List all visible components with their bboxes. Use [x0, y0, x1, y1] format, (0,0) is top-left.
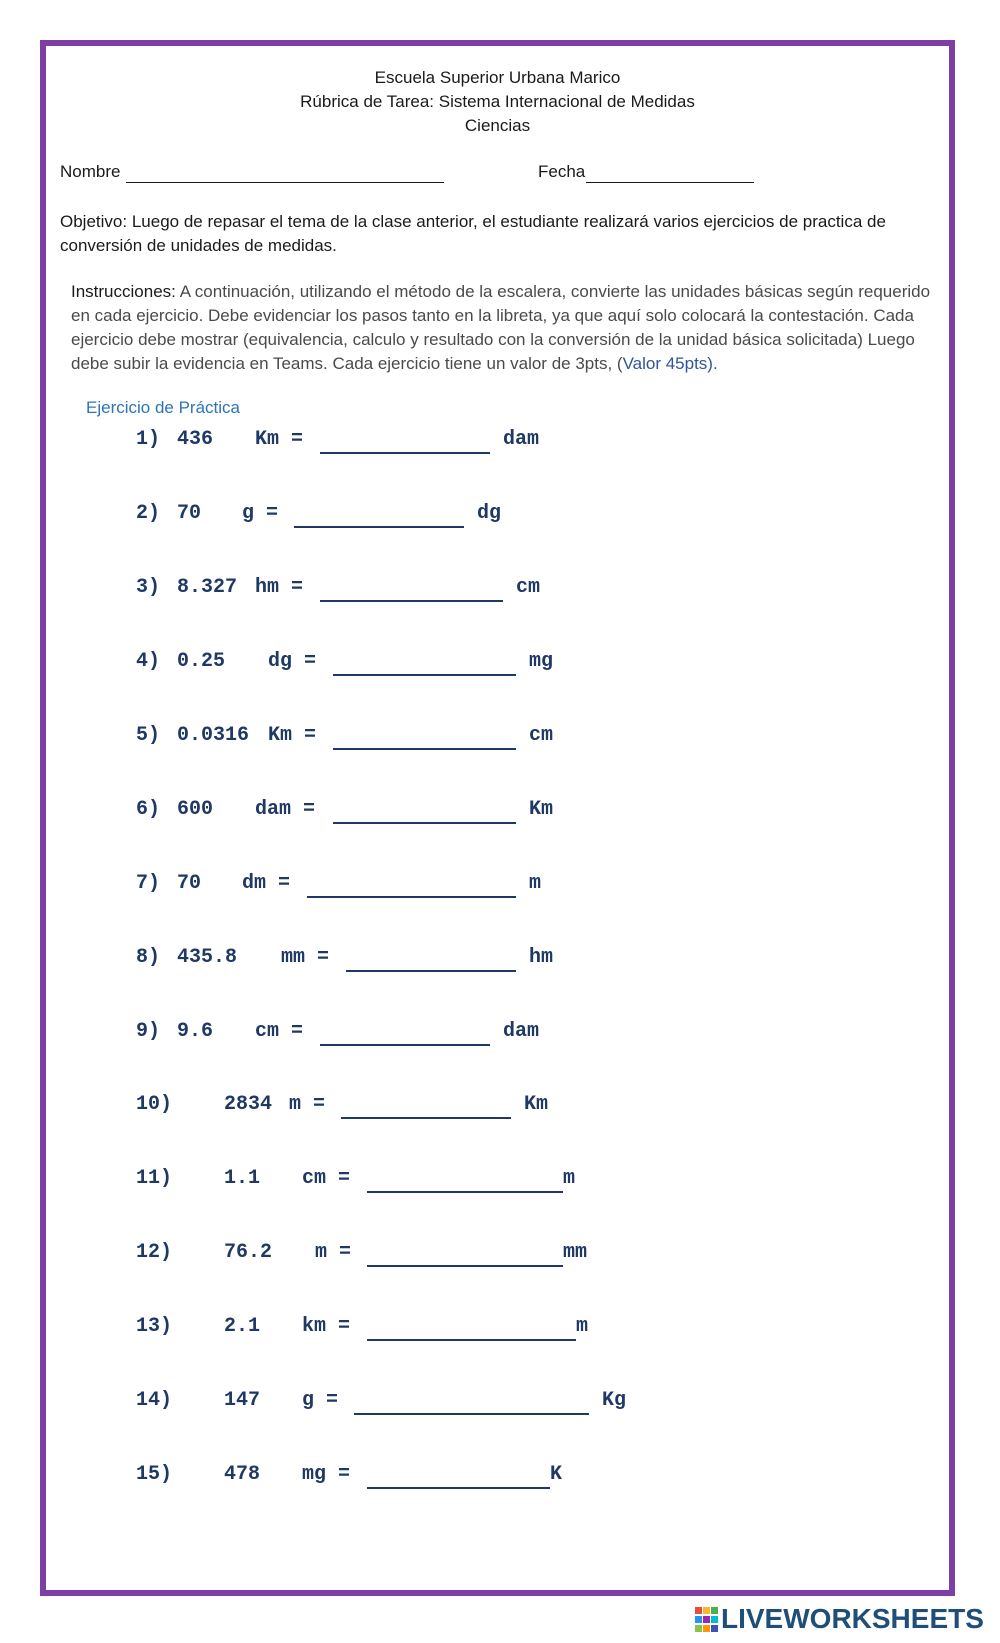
- exercise-to-unit: mg: [529, 650, 554, 673]
- exercise-number: 12): [136, 1241, 173, 1264]
- exercise-from-unit: m =: [315, 1241, 352, 1264]
- objective-text: Luego de repasar el tema de la clase anterior, el estudiante realizará varios ejercicios de practica de conversión de unidades de medidas.: [60, 212, 886, 255]
- exercise-number: 3): [136, 576, 161, 599]
- answer-blank[interactable]: [294, 526, 464, 528]
- exercise-value: 8.327: [177, 576, 238, 599]
- objective-paragraph: [60, 210, 940, 258]
- worksheet-header: [46, 66, 949, 138]
- exercise-number: 13): [136, 1315, 173, 1338]
- date-label: Fecha: [538, 162, 586, 181]
- exercise-value: 0.25: [177, 650, 226, 673]
- answer-blank[interactable]: [367, 1191, 563, 1193]
- exercise-to-unit: Kg: [602, 1389, 627, 1412]
- exercise-value: 0.0316: [177, 724, 250, 747]
- exercise-from-unit: g =: [302, 1389, 339, 1412]
- answer-blank[interactable]: [333, 748, 516, 750]
- exercise-value: 436: [177, 428, 214, 451]
- exercise-value: 76.2: [224, 1241, 273, 1264]
- exercise-value: 9.6: [177, 1020, 214, 1043]
- exercise-from-unit: Km =: [255, 428, 304, 451]
- exercise-from-unit: m =: [289, 1093, 326, 1116]
- name-label: Nombre: [60, 162, 121, 181]
- exercise-from-unit: mg =: [302, 1463, 351, 1486]
- exercise-from-unit: dg =: [268, 650, 317, 673]
- answer-blank[interactable]: [333, 674, 516, 676]
- exercise-from-unit: dm =: [242, 872, 291, 895]
- instructions-paragraph: [71, 280, 941, 376]
- exercise-from-unit: dam =: [255, 798, 316, 821]
- exercise-number: 4): [136, 650, 161, 673]
- objective-label: Objetivo:: [60, 212, 128, 231]
- exercise-from-unit: cm =: [302, 1167, 351, 1190]
- subject-name: Ciencias: [464, 116, 531, 135]
- exercise-to-unit: dam: [503, 428, 540, 451]
- instructions-value-note: Valor 45pts: [622, 354, 708, 373]
- exercise-number: 7): [136, 872, 161, 895]
- exercise-number: 1): [136, 428, 161, 451]
- date-field[interactable]: [586, 182, 754, 183]
- liveworksheets-wordmark: LIVEWORKSHEETS: [721, 1603, 984, 1634]
- exercise-from-unit: cm =: [255, 1020, 304, 1043]
- answer-blank[interactable]: [341, 1117, 511, 1119]
- exercise-number: 11): [136, 1167, 173, 1190]
- exercise-value: 70: [177, 502, 202, 525]
- exercise-to-unit: mm: [563, 1241, 588, 1264]
- exercise-number: 6): [136, 798, 161, 821]
- exercise-value: 478: [224, 1463, 261, 1486]
- exercise-to-unit: dg: [477, 502, 502, 525]
- exercise-to-unit: dam: [503, 1020, 540, 1043]
- exercise-from-unit: hm =: [255, 576, 304, 599]
- answer-blank[interactable]: [367, 1265, 563, 1267]
- exercise-to-unit: m: [529, 872, 542, 895]
- exercise-to-unit: m: [576, 1315, 589, 1338]
- exercise-number: 15): [136, 1463, 173, 1486]
- exercise-number: 8): [136, 946, 161, 969]
- exercise-value: 70: [177, 872, 202, 895]
- exercise-to-unit: Km: [529, 798, 554, 821]
- exercise-to-unit: Km: [524, 1093, 549, 1116]
- exercise-to-unit: cm: [516, 576, 541, 599]
- exercise-value: 435.8: [177, 946, 238, 969]
- answer-blank[interactable]: [307, 896, 516, 898]
- exercise-to-unit: K: [550, 1463, 563, 1486]
- school-name: Escuela Superior Urbana Marico: [374, 68, 621, 87]
- answer-blank[interactable]: [320, 600, 503, 602]
- worksheet-title: Rúbrica de Tarea: Sistema Internacional de Medidas: [300, 92, 695, 111]
- exercise-value: 147: [224, 1389, 261, 1412]
- exercise-number: 10): [136, 1093, 173, 1116]
- answer-blank[interactable]: [367, 1487, 550, 1489]
- answer-blank[interactable]: [333, 822, 516, 824]
- instructions-text: A continuación, utilizando el método de la escalera, convierte las unidades básicas según requerido en cada ejercicio. Debe evidenciar los pasos tanto en la libreta, ya que aquí solo colocará la contestación. Cada ejercicio debe mostrar (equivalencia, calculo y resultado con la conversión de la unidad básica solicitada) Luego debe subir la evidencia en Teams. Cada ejercicio tiene un valor de 3pts, (: [71, 282, 931, 373]
- exercise-number: 14): [136, 1389, 173, 1412]
- worksheet-frame: [40, 40, 955, 1596]
- exercise-value: 1.1: [224, 1167, 261, 1190]
- exercise-to-unit: m: [563, 1167, 576, 1190]
- answer-blank[interactable]: [346, 970, 516, 972]
- instructions-closing: ).: [707, 354, 718, 373]
- exercise-to-unit: hm: [529, 946, 554, 969]
- name-field[interactable]: [126, 182, 444, 183]
- exercise-number: 5): [136, 724, 161, 747]
- liveworksheets-logo: [695, 1603, 995, 1639]
- exercise-from-unit: km =: [302, 1315, 351, 1338]
- exercise-from-unit: g =: [242, 502, 279, 525]
- answer-blank[interactable]: [320, 1044, 490, 1046]
- exercise-number: 9): [136, 1020, 161, 1043]
- exercise-value: 2834: [224, 1093, 273, 1116]
- answer-blank[interactable]: [367, 1339, 576, 1341]
- exercise-from-unit: mm =: [281, 946, 330, 969]
- practice-title: Ejercicio de Práctica: [86, 398, 241, 417]
- exercise-to-unit: cm: [529, 724, 554, 747]
- exercise-value: 2.1: [224, 1315, 261, 1338]
- answer-blank[interactable]: [320, 452, 490, 454]
- exercise-from-unit: Km =: [268, 724, 317, 747]
- liveworksheets-icon: [695, 1607, 719, 1633]
- instructions-label: Instrucciones:: [71, 282, 176, 301]
- exercise-value: 600: [177, 798, 214, 821]
- answer-blank[interactable]: [354, 1413, 589, 1415]
- student-fields: [60, 156, 940, 186]
- exercise-number: 2): [136, 502, 161, 525]
